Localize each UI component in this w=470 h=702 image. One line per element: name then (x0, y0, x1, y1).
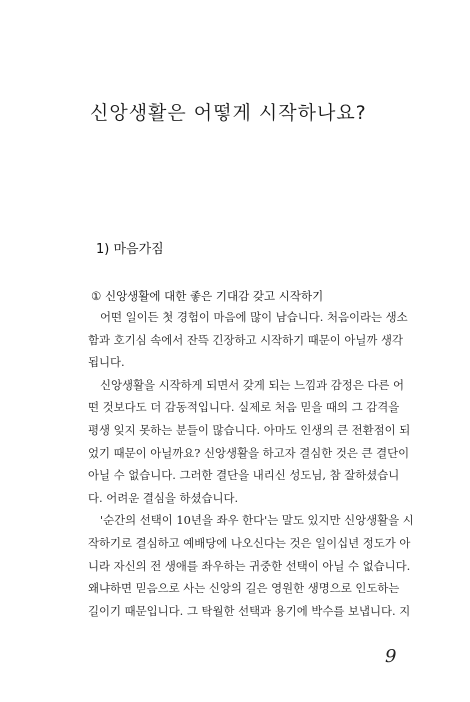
body-line: 신앙생활을 시작하게 되면서 갖게 되는 느낌과 감정은 다른 어 (100, 377, 405, 392)
body-line: 길이기 때문입니다. 그 탁월한 선택과 용기에 박수를 보냅니다. 지 (88, 603, 411, 618)
body-line: 왜냐하면 믿음으로 사는 신앙의 길은 영원한 생명으로 인도하는 (88, 581, 400, 596)
body-line: 다. 어려운 결심을 하셨습니다. (88, 490, 239, 505)
body-line: 떤 것보다도 더 감동적입니다. 실제로 처음 믿을 때의 그 감격을 (88, 400, 400, 415)
body-line: 작하기로 결심하고 예배당에 나오신다는 것은 일이십년 정도가 아 (88, 535, 411, 550)
sub-heading: ① 신앙생활에 대한 좋은 기대감 갖고 시작하기 (91, 289, 324, 303)
body-line: 니라 자신의 전 생애를 좌우하는 귀중한 선택이 아닐 수 없습니다. (88, 558, 411, 573)
page-number: 9 (385, 646, 397, 667)
body-line: 아닐 수 없습니다. 그러한 결단을 내리신 성도님, 참 잘하셨습니 (88, 468, 400, 483)
body-line: 어떤 일이든 첫 경험이 마음에 많이 남습니다. 처음이라는 생소 (100, 310, 408, 324)
body-line: 었기 때문이 아닐까요? 신앙생활을 하고자 결심한 것은 큰 결단이 (88, 445, 410, 460)
chapter-title: 신앙생활은 어떻게 시작하나요? (90, 102, 367, 124)
body-line: 됩니다. (88, 355, 125, 370)
body-text (88, 306, 414, 622)
body-line: 평생 잊지 못하는 분들이 많습니다. 아마도 인생의 큰 전환점이 되 (88, 422, 411, 437)
section-heading: 1) 마음가짐 (96, 242, 164, 257)
body-line: '순간의 선택이 10년을 좌우 한다'는 말도 있지만 신앙생활을 시 (100, 513, 414, 528)
body-line: 함과 호기심 속에서 잔뜩 긴장하고 시작하기 때문이 아닐까 생각 (88, 332, 404, 347)
